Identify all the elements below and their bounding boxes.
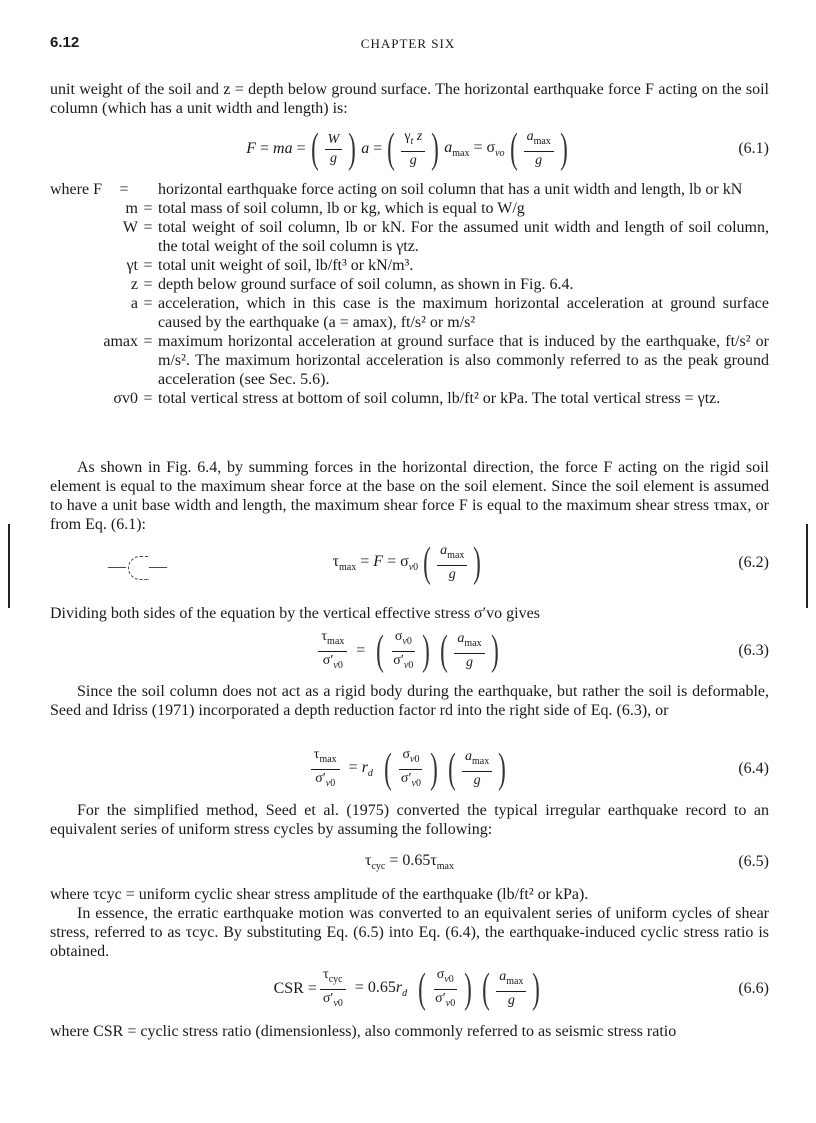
equation-number: (6.4) [738, 760, 769, 777]
equation-number: (6.6) [738, 980, 769, 997]
definition-item: γt = total unit weight of soil, lb/ft³ or kN/m³. [126, 257, 414, 274]
equation-6-5: $\tau_{cyc} = 0.65\tau_{max}$ (6.5) [365, 851, 769, 873]
equation-6-1: F = ma = ( $\frac{W}{g}$ ) a = ( $\frac{\gamma_t z}{g}$ ) $a_{max} = \sigma_{vo}$ ( $\frac{a_{max}}{g}$ ) (6.1) [246, 126, 769, 172]
definition-item: amax = maximum horizontal acceleration at ground surface that is induced by the earthquake, ft/s² or m/s². The maximum horizontal acceleration is also commonly referred to as the peak ground acceleration (see Sec. 5.6). [103, 333, 769, 388]
paragraph-force-balance: As shown in Fig. 6.4, by summing forces in the horizontal direction, the force F acting on the rigid soil element is equal to the maximum shear force at the base on the soil element. Since the soil element is assumed to have a unit base width and length, the maximum shear force F is equal to the maximum shear stress τmax, or from Eq. (6.1): [50, 459, 769, 533]
left-page-edge [8, 524, 10, 608]
definition-item: z = depth below ground surface of soil column, as shown in Fig. 6.4. [130, 276, 574, 293]
paragraph-tau-cyc: where τcyc = uniform cyclic shear stress amplitude of the earthquake (lb/ft² or kPa). [50, 886, 589, 903]
paragraph-depth-reduction: Since the soil column does not act as a rigid body during the earthquake, but rather the soil is deformable, Seed and Idriss (1971) incorporated a depth reduction factor rd into the right side of Eq. (6.3), or [50, 683, 769, 719]
margin-mark: — — [108, 556, 167, 580]
equation-number: (6.3) [738, 642, 769, 659]
equation-number: (6.5) [738, 853, 769, 870]
equation-6-6: CSR = $\frac{\tau_{cyc}}{\sigma'_{v0}}$ = $0.65r_d$ ( $\frac{\sigma_{v0}}{\sigma'_{v0}}$ ) ( $\frac{a_{max}}{g}$ ) (6.6) [273, 966, 769, 1012]
paragraph-in-essence: In essence, the erratic earthquake motion was converted to an equivalent series of uniform cycles of shear stress, referred to as τcyc. By substituting Eq. (6.5) into Eq. (6.4), the earthquake-induced cyclic stress ratio is obtained. [50, 905, 769, 960]
definition-item: m = total mass of soil column, lb or kg, which is equal to W/g [125, 200, 525, 217]
definition-item: a = acceleration, which in this case is the maximum horizontal acceleration at ground surface caused by the earthquake (a = amax), ft/s² or m/s² [130, 295, 769, 331]
paragraph-dividing: Dividing both sides of the equation by the vertical effective stress σ′vo gives [50, 605, 540, 622]
definition-item: where F = horizontal earthquake force acting on soil column that has a unit width and length, lb or kN [50, 181, 743, 198]
definitions-list [50, 180, 769, 408]
paragraph-intro: unit weight of the soil and z = depth below ground surface. The horizontal earthquake force F acting on the soil column (which has a unit width and length) is: [50, 81, 769, 117]
equation-6-4: $\frac{\tau_{max}}{\sigma'_{v0}}$ = $r_d$ ( $\frac{\sigma_{v0}}{\sigma'_{v0}}$ ) ( $\frac{a_{max}}{g}$ ) (6.4) [50, 746, 769, 792]
definition-item: W = total weight of soil column, lb or kN. For the assumed unit width and length of soil column, the total weight of the soil column is γtz. [122, 219, 769, 255]
paragraph-csr-definition: where CSR = cyclic stress ratio (dimensionless), also commonly referred to as seismic stress ratio [50, 1023, 677, 1040]
equation-6-2: $\tau_{max} = F = \sigma_{v0}$ ( $\frac{a_{max}}{g}$ ) (6.2) [332, 540, 769, 586]
equation-number: (6.1) [738, 140, 769, 157]
definition-item: σv0 = total vertical stress at bottom of soil column, lb/ft² or kPa. The total vertical stress = γtz. [113, 390, 721, 407]
equation-number: (6.2) [738, 554, 769, 571]
equation-6-3: $\frac{\tau_{max}}{\sigma'_{v0}}$ = ( $\frac{\sigma_{v0}}{\sigma'_{v0}}$ ) ( $\frac{a_{max}}{g}$ ) (6.3) [50, 628, 769, 674]
right-page-edge [806, 524, 808, 608]
paragraph-simplified-method: For the simplified method, Seed et al. (1975) converted the typical irregular earthquake record to an equivalent series of uniform stress cycles by assuming the following: [50, 802, 769, 838]
chapter-title: CHAPTER SIX [360, 36, 456, 51]
page-number: 6.12 [50, 34, 80, 51]
